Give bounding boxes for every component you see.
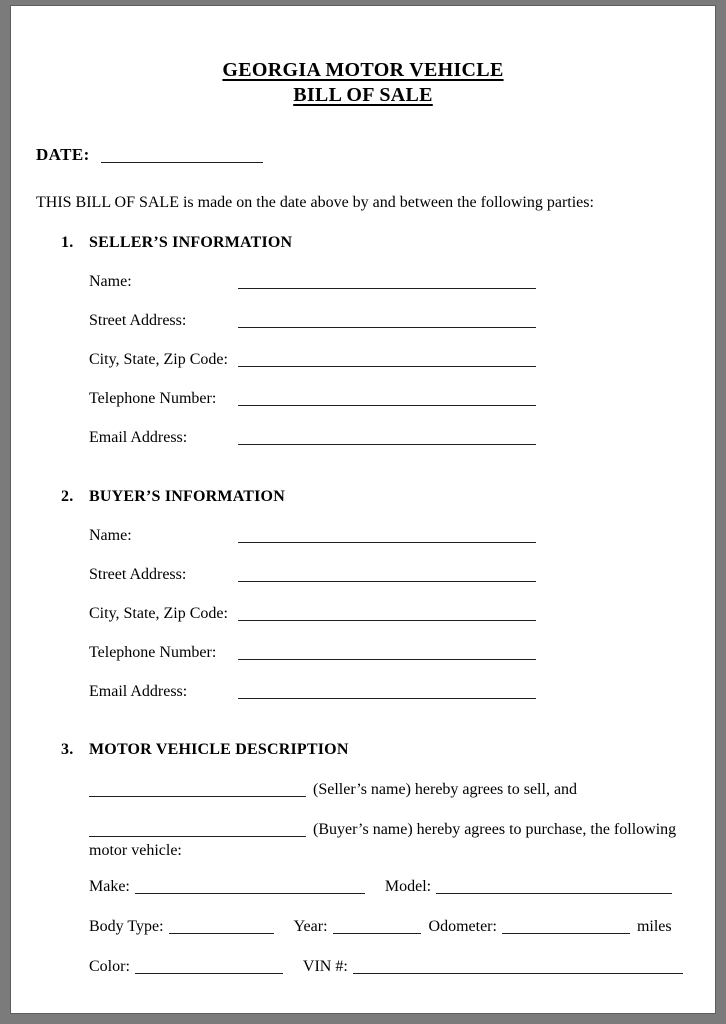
buyer-city-state-zip-label: City, State, Zip Code:	[89, 605, 228, 622]
seller-city-state-zip-blank-line[interactable]	[238, 352, 536, 367]
buyer-telephone-label: Telephone Number:	[89, 644, 217, 661]
buyer-email-row	[89, 681, 690, 702]
document-title	[36, 58, 690, 108]
section-1-heading	[36, 232, 690, 253]
seller-telephone-row	[89, 388, 690, 409]
intro-text: THIS BILL OF SALE is made on the date above by and between the following parties:	[36, 194, 594, 211]
section-1-title: SELLER’S INFORMATION	[89, 234, 293, 251]
odometer-blank-line[interactable]	[502, 919, 630, 934]
color-label: Color:	[89, 958, 130, 975]
seller-agrees-clause	[89, 779, 703, 800]
buyer-name-blank-line[interactable]	[238, 528, 536, 543]
buyer-agrees-text-line-1: (Buyer’s name) hereby agrees to purchase, the following	[313, 821, 677, 838]
make-label: Make:	[89, 878, 130, 895]
buyer-city-state-zip-row	[89, 603, 690, 624]
buyer-email-blank-line[interactable]	[238, 684, 536, 699]
color-vin-row	[89, 956, 690, 977]
vin-label: VIN #:	[302, 958, 348, 975]
section-2-heading	[36, 486, 690, 507]
seller-telephone-blank-line[interactable]	[238, 391, 536, 406]
seller-agrees-text: (Seller’s name) hereby agrees to sell, and	[313, 781, 578, 798]
year-label: Year:	[293, 918, 328, 935]
vin-blank-line[interactable]	[353, 959, 683, 974]
section-3-heading	[36, 739, 690, 760]
odometer-unit-label: miles	[636, 918, 672, 935]
date-blank-line[interactable]	[101, 148, 263, 163]
buyer-name-label: Name:	[89, 527, 132, 544]
buyer-street-address-row	[89, 564, 690, 585]
buyer-telephone-row	[89, 642, 690, 663]
seller-street-address-label: Street Address:	[89, 312, 187, 329]
date-label: DATE:	[36, 145, 90, 164]
section-2-title: BUYER’S INFORMATION	[89, 488, 285, 505]
body-type-blank-line[interactable]	[169, 919, 274, 934]
make-model-row	[89, 876, 690, 897]
seller-email-blank-line[interactable]	[238, 430, 536, 445]
buyer-agrees-text-line-2: motor vehicle:	[89, 842, 182, 859]
seller-name-row	[89, 271, 690, 292]
seller-name-blank-line[interactable]	[238, 274, 536, 289]
seller-city-state-zip-label: City, State, Zip Code:	[89, 351, 228, 368]
color-blank-line[interactable]	[135, 959, 283, 974]
section-1-number: 1.	[61, 234, 74, 251]
year-blank-line[interactable]	[333, 919, 421, 934]
buyer-telephone-blank-line[interactable]	[238, 645, 536, 660]
buyer-street-address-blank-line[interactable]	[238, 567, 536, 582]
seller-email-label: Email Address:	[89, 429, 188, 446]
seller-telephone-label: Telephone Number:	[89, 390, 217, 407]
body-year-odometer-row	[89, 916, 690, 937]
buyer-agrees-clause	[89, 819, 703, 861]
seller-street-address-blank-line[interactable]	[238, 313, 536, 328]
title-line-2: BILL OF SALE	[293, 84, 433, 106]
buyer-name-fill-blank-line[interactable]	[89, 822, 306, 837]
buyer-name-row	[89, 525, 690, 546]
section-3-number: 3.	[61, 741, 74, 758]
buyer-email-label: Email Address:	[89, 683, 188, 700]
section-3-title: MOTOR VEHICLE DESCRIPTION	[89, 741, 349, 758]
model-blank-line[interactable]	[436, 879, 672, 894]
model-label: Model:	[384, 878, 432, 895]
seller-city-state-zip-row	[89, 349, 690, 370]
buyer-street-address-label: Street Address:	[89, 566, 187, 583]
section-2-number: 2.	[61, 488, 74, 505]
make-blank-line[interactable]	[135, 879, 365, 894]
title-line-1: GEORGIA MOTOR VEHICLE	[222, 59, 504, 81]
odometer-label: Odometer:	[428, 918, 497, 935]
seller-email-row	[89, 427, 690, 448]
date-row	[36, 144, 690, 166]
body-type-label: Body Type:	[89, 918, 164, 935]
seller-street-address-row	[89, 310, 690, 331]
buyer-city-state-zip-blank-line[interactable]	[238, 606, 536, 621]
document-page	[10, 5, 716, 1014]
seller-name-label: Name:	[89, 273, 132, 290]
seller-name-fill-blank-line[interactable]	[89, 782, 306, 797]
